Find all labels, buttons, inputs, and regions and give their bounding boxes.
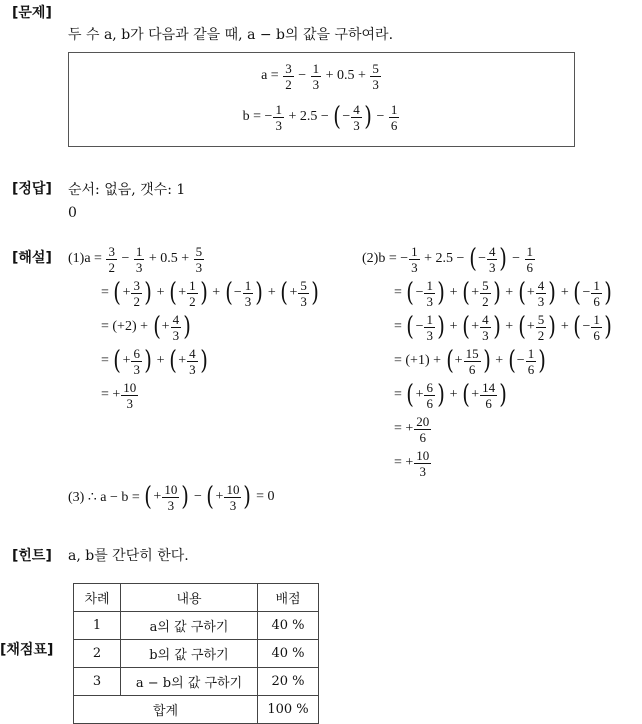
hint-label: [힌트] — [12, 548, 52, 564]
right-paren: ) — [604, 312, 612, 342]
math-text: + — [526, 319, 535, 334]
math-text: + — [215, 489, 224, 504]
table-cell: a − b의 값 구하기 — [121, 668, 258, 696]
math-text: = + — [394, 421, 414, 436]
solution-line — [68, 243, 205, 275]
header-order: 차례 — [74, 584, 121, 612]
fraction: $\frac{1}{2}$ — [189, 277, 196, 309]
math-text: = — [101, 285, 113, 300]
left-paren: ( — [206, 482, 215, 512]
solution-line — [101, 345, 209, 377]
left-paren: ( — [169, 278, 177, 308]
table-row — [74, 668, 319, 696]
math-text: + — [471, 319, 480, 334]
left-paren: ( — [462, 380, 470, 410]
total-label: 합계 — [74, 696, 258, 724]
math-text: − — [415, 285, 424, 300]
math-text: = (+2) + — [101, 319, 152, 334]
left-paren: ( — [144, 482, 153, 512]
fraction: $\frac{3}{2}$ — [285, 60, 292, 92]
header-content: 내용 — [121, 584, 258, 612]
right-paren: ) — [199, 346, 208, 376]
table-cell: 1 — [74, 612, 121, 640]
fraction: $\frac{5}{3}$ — [195, 243, 203, 275]
table-cell: 40 % — [258, 640, 319, 668]
math-text: = + — [394, 455, 414, 470]
right-paren: ) — [181, 482, 190, 512]
hint-text: a, b를 간단히 한다. — [68, 548, 189, 564]
right-paren: ) — [255, 278, 264, 308]
fraction: $\frac{10}{3}$ — [123, 379, 137, 411]
right-paren: ) — [482, 346, 491, 376]
right-paren: ) — [492, 312, 501, 342]
math-text: + — [289, 285, 298, 300]
right-paren: ) — [364, 102, 372, 132]
math-text: − — [478, 251, 486, 266]
grading-label: [채점표] — [0, 642, 54, 658]
table-row — [74, 612, 319, 640]
math-text: + — [446, 319, 462, 334]
math-text: − — [372, 109, 388, 124]
left-paren: ( — [445, 346, 454, 376]
header-score: 배점 — [258, 584, 319, 612]
fraction: $\frac{1}{6}$ — [390, 101, 398, 133]
table-cell: a의 값 구하기 — [121, 612, 258, 640]
left-paren: ( — [507, 346, 516, 376]
fraction: $\frac{1}{3}$ — [312, 60, 320, 92]
math-text: + — [122, 353, 131, 368]
math-text: + — [501, 319, 517, 334]
fraction: $\frac{1}{3}$ — [244, 277, 252, 309]
fraction: $\frac{4}{3}$ — [172, 311, 180, 343]
problem-statement: 두 수 a, b가 다음과 같을 때, a − b의 값을 구하여라. — [68, 27, 394, 43]
left-paren: ( — [333, 102, 342, 132]
math-text: + — [264, 285, 280, 300]
math-text: = — [394, 387, 406, 402]
solution-line — [101, 277, 320, 309]
fraction: $\frac{6}{3}$ — [133, 345, 140, 377]
math-text: − — [294, 68, 310, 83]
right-paren: ) — [437, 312, 445, 342]
math-text: − — [117, 251, 133, 266]
math-text: − — [190, 489, 206, 504]
math-text: + — [557, 285, 573, 300]
answer-value: 0 — [68, 205, 77, 221]
math-text: − — [415, 319, 424, 334]
math-text: = 0 — [252, 489, 275, 504]
solution-line — [394, 379, 508, 411]
fraction: $\frac{1}{6}$ — [527, 345, 535, 377]
solution-line — [394, 277, 613, 309]
fraction: $\frac{5}{2}$ — [482, 277, 489, 309]
fraction: $\frac{10}{3}$ — [226, 481, 240, 513]
left-paren: ( — [113, 346, 122, 376]
table-header-row — [74, 584, 319, 612]
fraction: $\frac{5}{3}$ — [300, 277, 307, 309]
right-paren: ) — [604, 278, 612, 308]
table-cell: 3 — [74, 668, 121, 696]
fraction: $\frac{15}{6}$ — [465, 345, 479, 377]
math-text: + — [178, 285, 187, 300]
left-paren: ( — [469, 244, 477, 274]
left-paren: ( — [462, 312, 470, 342]
left-paren: ( — [406, 312, 415, 342]
math-text: + — [471, 285, 480, 300]
math-text: = + — [101, 387, 121, 402]
fraction: $\frac{3}{2}$ — [108, 243, 115, 275]
solution-line — [394, 447, 432, 479]
answer-meta: 순서: 없음, 갯수: 1 — [68, 182, 186, 198]
left-paren: ( — [406, 380, 415, 410]
math-text: + — [153, 353, 169, 368]
equation-b — [69, 101, 574, 133]
solution-line — [394, 413, 432, 445]
fraction: $\frac{10}{3}$ — [416, 447, 430, 479]
math-text: = (+1) + — [394, 353, 445, 368]
left-paren: ( — [152, 312, 161, 342]
answer-label: [정답] — [12, 181, 52, 197]
math-text: + — [446, 285, 462, 300]
fraction: $\frac{1}{6}$ — [593, 277, 600, 309]
right-paren: ) — [548, 278, 557, 308]
table-total-row — [74, 696, 319, 724]
fraction: $\frac{1}{6}$ — [593, 311, 600, 343]
left-paren: ( — [113, 278, 122, 308]
table-row — [74, 640, 319, 668]
left-paren: ( — [517, 278, 526, 308]
math-text: + 0.5 + — [145, 251, 193, 266]
right-paren: ) — [437, 380, 445, 410]
math-text: + — [491, 353, 507, 368]
math-text: + — [161, 319, 170, 334]
math-text: + — [415, 387, 424, 402]
math-text: − — [342, 109, 351, 124]
fraction: $\frac{1}{3}$ — [135, 243, 143, 275]
right-paren: ) — [144, 278, 152, 308]
table-cell: b의 값 구하기 — [121, 640, 258, 668]
fraction: $\frac{3}{2}$ — [133, 277, 140, 309]
math-text: a = — [261, 68, 283, 83]
math-text: − — [582, 319, 591, 334]
fraction: $\frac{5}{2}$ — [537, 311, 545, 343]
right-paren: ) — [311, 278, 319, 308]
right-paren: ) — [199, 278, 208, 308]
right-paren: ) — [144, 346, 152, 376]
left-paren: ( — [462, 278, 470, 308]
left-paren: ( — [517, 312, 526, 342]
math-text: (2)b = − — [362, 251, 409, 266]
math-text: = — [394, 285, 406, 300]
right-paren: ) — [492, 278, 501, 308]
math-text: b = − — [242, 109, 273, 124]
grading-table — [73, 583, 319, 724]
math-text: (1)a = — [68, 251, 106, 266]
fraction: $\frac{4}{3}$ — [537, 277, 545, 309]
solution-line — [394, 311, 613, 343]
fraction: $\frac{1}{3}$ — [411, 243, 418, 275]
table-cell: 20 % — [258, 668, 319, 696]
math-text: − — [582, 285, 591, 300]
math-text: + — [178, 353, 187, 368]
right-paren: ) — [499, 380, 507, 410]
math-text: − — [508, 251, 524, 266]
solution-label: [해설] — [12, 250, 52, 266]
math-text: + — [526, 285, 535, 300]
math-text: + — [208, 285, 224, 300]
math-text: + — [501, 285, 517, 300]
right-paren: ) — [548, 312, 557, 342]
left-paren: ( — [280, 278, 289, 308]
right-paren: ) — [183, 312, 191, 342]
total-value: 100 % — [258, 696, 319, 724]
math-text: − — [516, 353, 525, 368]
left-paren: ( — [224, 278, 233, 308]
solution-line — [101, 379, 139, 411]
left-paren: ( — [573, 312, 582, 342]
math-text: + — [153, 489, 162, 504]
left-paren: ( — [169, 346, 177, 376]
left-paren: ( — [406, 278, 415, 308]
fraction: $\frac{4}{3}$ — [353, 101, 360, 133]
math-text: + — [471, 387, 480, 402]
problem-label: [문제] — [12, 5, 52, 21]
math-text: + — [446, 387, 462, 402]
math-text: + — [454, 353, 463, 368]
fraction: $\frac{10}{3}$ — [164, 481, 178, 513]
table-cell: 40 % — [258, 612, 319, 640]
left-paren: ( — [573, 278, 582, 308]
fraction: $\frac{4}{3}$ — [488, 243, 496, 275]
solution-line — [362, 243, 536, 275]
math-text: + — [122, 285, 131, 300]
right-paren: ) — [243, 482, 252, 512]
problem-box — [68, 52, 575, 147]
fraction: $\frac{4}{3}$ — [482, 311, 489, 343]
solution-line — [101, 311, 192, 343]
solution-line — [394, 345, 547, 377]
fraction: $\frac{1}{3}$ — [426, 277, 433, 309]
solution-final — [68, 481, 275, 513]
math-text: + — [153, 285, 169, 300]
right-paren: ) — [437, 278, 445, 308]
fraction: $\frac{1}{6}$ — [526, 243, 534, 275]
right-paren: ) — [499, 244, 508, 274]
fraction: $\frac{14}{6}$ — [482, 379, 496, 411]
math-text: (3) ∴ a − b = — [68, 489, 144, 505]
math-text: = — [101, 353, 113, 368]
math-text: − — [233, 285, 242, 300]
fraction: $\frac{1}{3}$ — [426, 311, 433, 343]
equation-a — [69, 60, 574, 92]
fraction: $\frac{6}{6}$ — [426, 379, 433, 411]
table-cell: 2 — [74, 640, 121, 668]
math-text: + 2.5 − — [284, 109, 333, 124]
right-paren: ) — [538, 346, 547, 376]
fraction: $\frac{5}{3}$ — [372, 60, 379, 92]
math-text: + 0.5 + — [322, 68, 370, 83]
fraction: $\frac{1}{3}$ — [275, 101, 282, 133]
fraction: $\frac{4}{3}$ — [189, 345, 196, 377]
fraction: $\frac{20}{6}$ — [416, 413, 430, 445]
math-text: = — [394, 319, 406, 334]
math-text: + 2.5 − — [420, 251, 468, 266]
math-text: + — [557, 319, 573, 334]
